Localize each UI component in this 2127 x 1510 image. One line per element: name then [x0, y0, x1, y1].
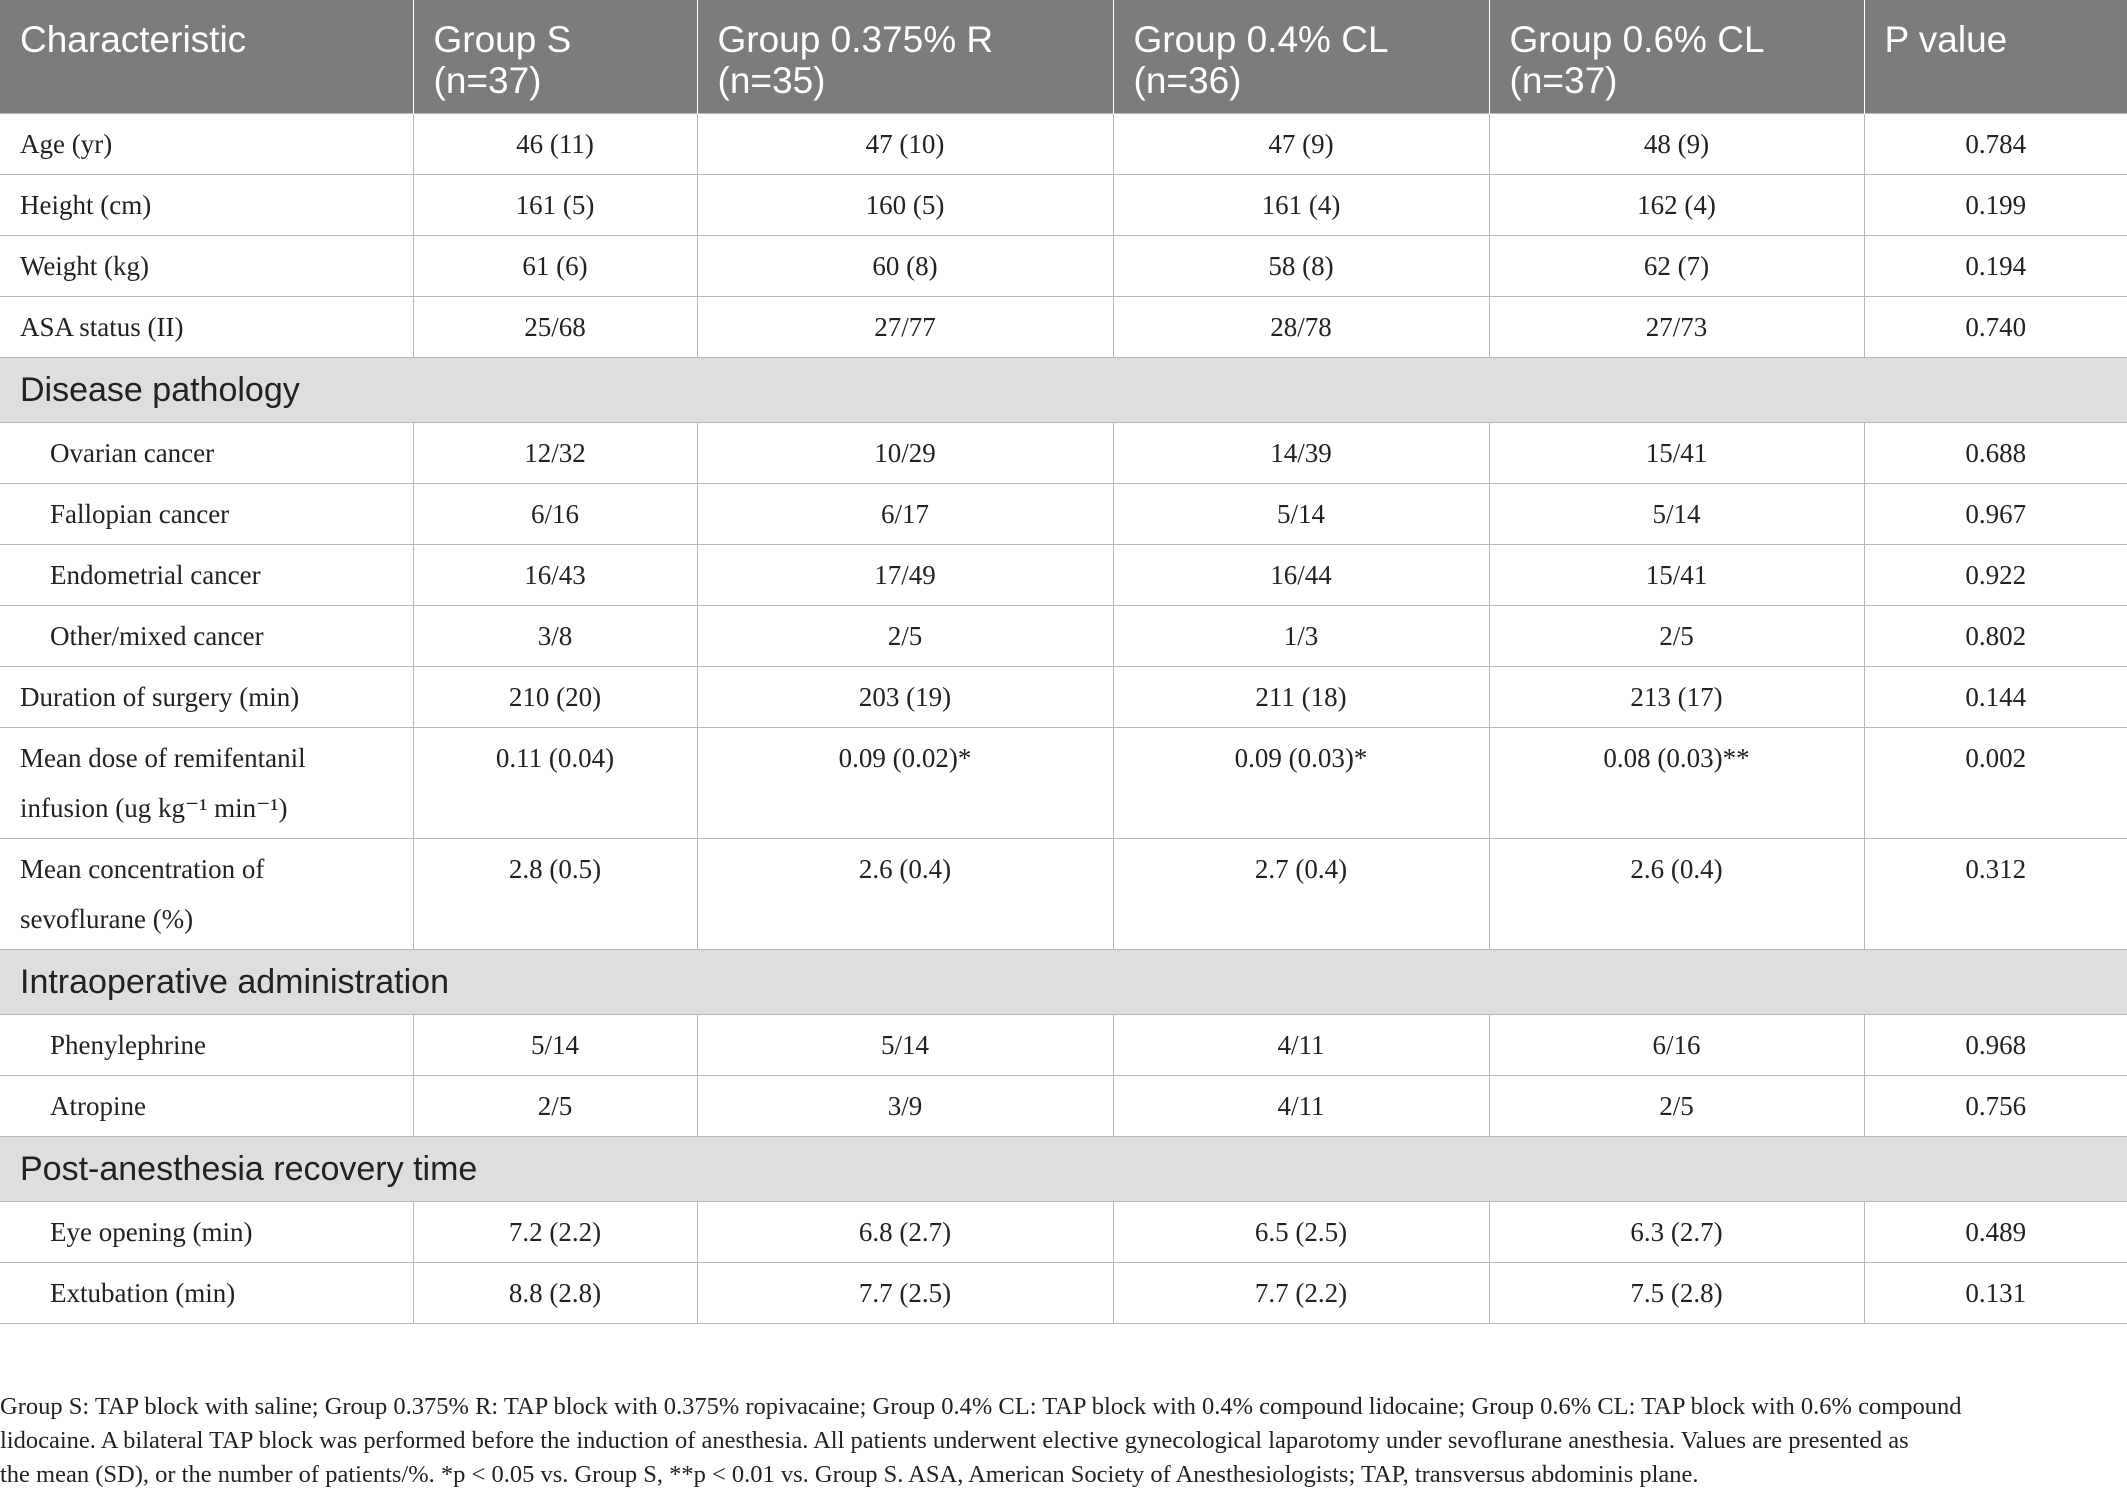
- cell-value: 210 (20): [413, 667, 697, 728]
- cell-value: 4/11: [1113, 1015, 1489, 1076]
- cell-p-value: 0.144: [1864, 667, 2127, 728]
- table-row: [0, 1263, 2127, 1324]
- row-label-line-1: Mean concentration of: [20, 854, 265, 884]
- row-label: Weight (kg): [0, 236, 413, 297]
- cell-value: 61 (6): [413, 236, 697, 297]
- row-label: Ovarian cancer: [0, 423, 413, 484]
- cell-p-value: 0.199: [1864, 175, 2127, 236]
- cell-value: 213 (17): [1489, 667, 1864, 728]
- table-row: [0, 297, 2127, 358]
- section-heading: Intraoperative administration: [0, 950, 2127, 1015]
- cell-value: 0.08 (0.03)**: [1489, 728, 1864, 839]
- cell-p-value: 0.967: [1864, 484, 2127, 545]
- table-row: [0, 423, 2127, 484]
- cell-value: 1/3: [1113, 606, 1489, 667]
- cell-value: 2.6 (0.4): [1489, 839, 1864, 950]
- cell-value: 6.8 (2.7): [697, 1202, 1113, 1263]
- cell-p-value: 0.489: [1864, 1202, 2127, 1263]
- cell-value: 0.09 (0.03)*: [1113, 728, 1489, 839]
- table-row: [0, 667, 2127, 728]
- cell-value: 211 (18): [1113, 667, 1489, 728]
- cell-value: 2/5: [413, 1076, 697, 1137]
- cell-value: 27/77: [697, 297, 1113, 358]
- cell-value: 47 (10): [697, 114, 1113, 175]
- cell-value: 7.2 (2.2): [413, 1202, 697, 1263]
- cell-value: 14/39: [1113, 423, 1489, 484]
- cell-value: 0.11 (0.04): [413, 728, 697, 839]
- table-header-row: [0, 0, 2127, 114]
- cell-value: 6/16: [1489, 1015, 1864, 1076]
- footnote-line: the mean (SD), or the number of patients/%. *p < 0.05 vs. Group S, **p < 0.01 vs. Group S. ASA, American Society of Anesthesiologists; TAP, transversus abdominis plane.: [0, 1461, 1699, 1488]
- table-row: [0, 175, 2127, 236]
- cell-value: 203 (19): [697, 667, 1113, 728]
- row-label: Height (cm): [0, 175, 413, 236]
- table-row: [0, 1015, 2127, 1076]
- cell-value: 2.8 (0.5): [413, 839, 697, 950]
- cell-value: 4/11: [1113, 1076, 1489, 1137]
- header-p-value: P value: [1864, 0, 2127, 114]
- cell-p-value: 0.740: [1864, 297, 2127, 358]
- row-label-line-1: Mean dose of remifentanil: [20, 743, 306, 773]
- section-heading: Post-anesthesia recovery time: [0, 1137, 2127, 1202]
- cell-p-value: 0.312: [1864, 839, 2127, 950]
- cell-p-value: 0.002: [1864, 728, 2127, 839]
- header-characteristic: Characteristic: [0, 0, 413, 114]
- cell-value: 15/41: [1489, 423, 1864, 484]
- cell-value: 5/14: [697, 1015, 1113, 1076]
- row-label-line-2: infusion (ug kg⁻¹ min⁻¹): [20, 793, 288, 823]
- row-label: ASA status (II): [0, 297, 413, 358]
- cell-value: 2/5: [697, 606, 1113, 667]
- cell-value: 47 (9): [1113, 114, 1489, 175]
- cell-value: 3/8: [413, 606, 697, 667]
- cell-value: 58 (8): [1113, 236, 1489, 297]
- row-label: Other/mixed cancer: [0, 606, 413, 667]
- row-label: Phenylephrine: [0, 1015, 413, 1076]
- cell-value: 25/68: [413, 297, 697, 358]
- header-group-04cl: Group 0.4% CL (n=36): [1113, 0, 1489, 114]
- cell-value: 2/5: [1489, 606, 1864, 667]
- row-label: Eye opening (min): [0, 1202, 413, 1263]
- cell-p-value: 0.131: [1864, 1263, 2127, 1324]
- row-label: Extubation (min): [0, 1263, 413, 1324]
- cell-value: 10/29: [697, 423, 1113, 484]
- cell-value: 15/41: [1489, 545, 1864, 606]
- cell-value: 6/16: [413, 484, 697, 545]
- cell-p-value: 0.802: [1864, 606, 2127, 667]
- cell-p-value: 0.688: [1864, 423, 2127, 484]
- section-row: [0, 1137, 2127, 1202]
- table-footnote: [0, 1390, 2127, 1492]
- cell-p-value: 0.756: [1864, 1076, 2127, 1137]
- table-row: [0, 114, 2127, 175]
- cell-p-value: 0.968: [1864, 1015, 2127, 1076]
- table-row: [0, 839, 2127, 950]
- cell-value: 17/49: [697, 545, 1113, 606]
- table-row: [0, 1076, 2127, 1137]
- cell-value: 5/14: [1113, 484, 1489, 545]
- cell-value: 46 (11): [413, 114, 697, 175]
- cell-value: 0.09 (0.02)*: [697, 728, 1113, 839]
- row-label: [0, 728, 413, 839]
- table-row: [0, 606, 2127, 667]
- cell-value: 16/43: [413, 545, 697, 606]
- cell-value: 3/9: [697, 1076, 1113, 1137]
- cell-value: 6.3 (2.7): [1489, 1202, 1864, 1263]
- table-row: [0, 484, 2127, 545]
- row-label: Duration of surgery (min): [0, 667, 413, 728]
- row-label: Atropine: [0, 1076, 413, 1137]
- header-group-s: Group S (n=37): [413, 0, 697, 114]
- cell-value: 27/73: [1489, 297, 1864, 358]
- cell-p-value: 0.922: [1864, 545, 2127, 606]
- cell-value: 2.6 (0.4): [697, 839, 1113, 950]
- cell-value: 28/78: [1113, 297, 1489, 358]
- footnote-line: Group S: TAP block with saline; Group 0.375% R: TAP block with 0.375% ropivacaine; Group 0.4% CL: TAP block with 0.4% compound lidocaine; Group 0.6% CL: TAP block with 0.6% compound: [0, 1393, 1962, 1420]
- cell-value: 12/32: [413, 423, 697, 484]
- cell-value: 161 (4): [1113, 175, 1489, 236]
- row-label: Age (yr): [0, 114, 413, 175]
- cell-value: 7.7 (2.5): [697, 1263, 1113, 1324]
- cell-p-value: 0.194: [1864, 236, 2127, 297]
- table-row: [0, 545, 2127, 606]
- cell-value: 60 (8): [697, 236, 1113, 297]
- table-row: [0, 236, 2127, 297]
- table-row: [0, 1202, 2127, 1263]
- section-row: [0, 358, 2127, 423]
- row-label: Endometrial cancer: [0, 545, 413, 606]
- footnote-line: lidocaine. A bilateral TAP block was performed before the induction of anesthesia. All patients underwent elective gynecological laparotomy under sevoflurane anesthesia. Values are presented as: [0, 1427, 1909, 1454]
- header-group-r: Group 0.375% R (n=35): [697, 0, 1113, 114]
- row-label-line-2: sevoflurane (%): [20, 904, 194, 934]
- section-heading: Disease pathology: [0, 358, 2127, 423]
- cell-value: 2/5: [1489, 1076, 1864, 1137]
- cell-value: 62 (7): [1489, 236, 1864, 297]
- cell-value: 8.8 (2.8): [413, 1263, 697, 1324]
- cell-value: 6/17: [697, 484, 1113, 545]
- cell-value: 161 (5): [413, 175, 697, 236]
- row-label: [0, 839, 413, 950]
- cell-value: 16/44: [1113, 545, 1489, 606]
- cell-value: 6.5 (2.5): [1113, 1202, 1489, 1263]
- cell-value: 7.7 (2.2): [1113, 1263, 1489, 1324]
- cell-value: 7.5 (2.8): [1489, 1263, 1864, 1324]
- row-label: Fallopian cancer: [0, 484, 413, 545]
- cell-value: 5/14: [1489, 484, 1864, 545]
- cell-value: 160 (5): [697, 175, 1113, 236]
- cell-value: 48 (9): [1489, 114, 1864, 175]
- cell-value: 5/14: [413, 1015, 697, 1076]
- cell-value: 162 (4): [1489, 175, 1864, 236]
- cell-value: 2.7 (0.4): [1113, 839, 1489, 950]
- section-row: [0, 950, 2127, 1015]
- table-row: [0, 728, 2127, 839]
- header-group-06cl: Group 0.6% CL (n=37): [1489, 0, 1864, 114]
- cell-p-value: 0.784: [1864, 114, 2127, 175]
